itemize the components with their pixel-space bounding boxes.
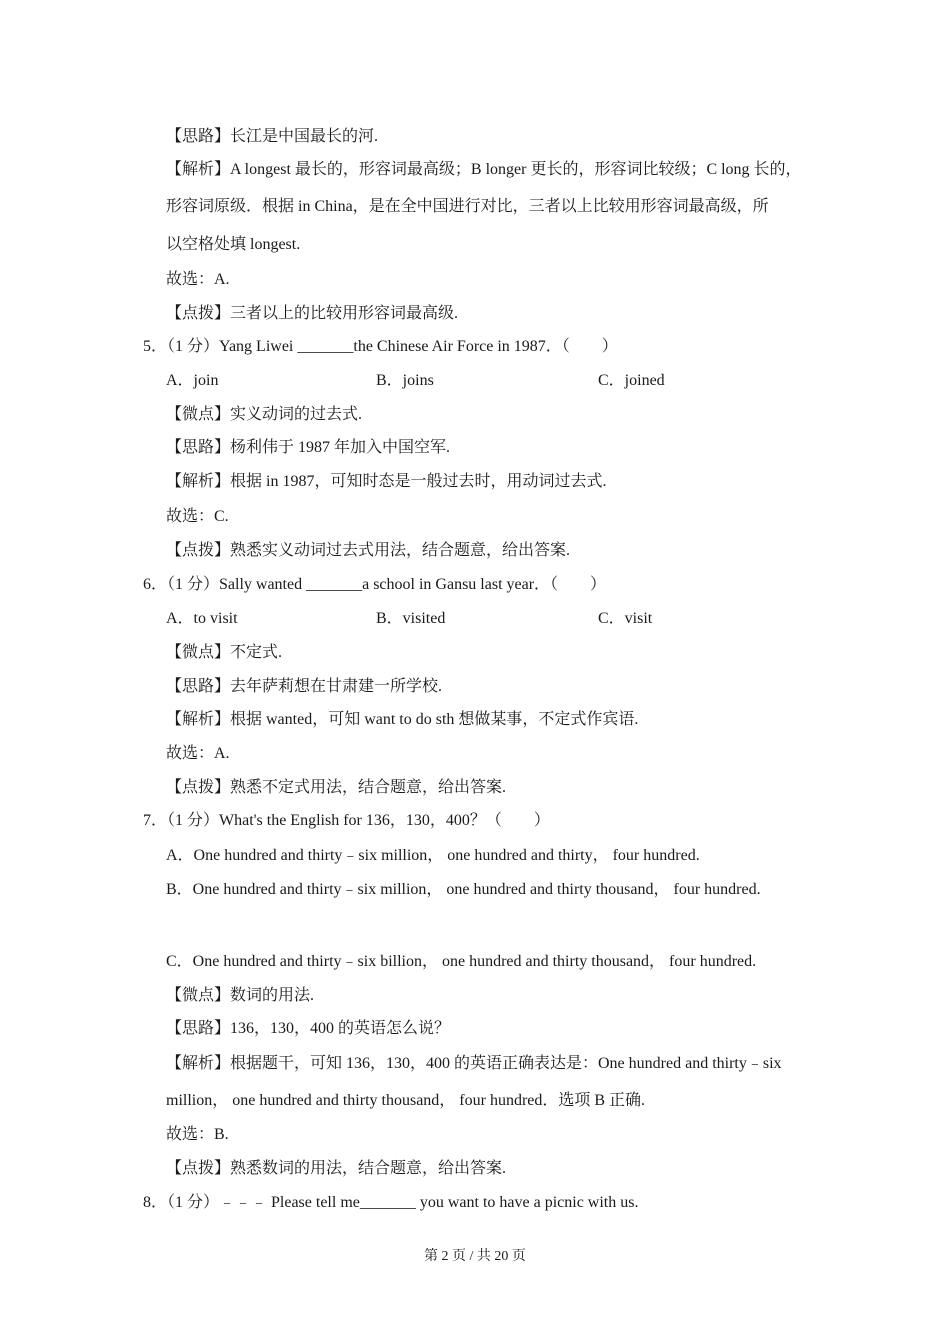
q6-silu: 【思路】去年萨莉想在甘肃建一所学校. [166,678,443,695]
q4-answer: 故选：A. [166,271,230,288]
q5-dianbo: 【点拨】熟悉实义动词过去式用法，结合题意，给出答案. [166,542,571,559]
q6-dianbo: 【点拨】熟悉不定式用法，结合题意，给出答案. [166,779,507,796]
q7-dianbo: 【点拨】熟悉数词的用法，结合题意，给出答案. [166,1160,507,1177]
q7-jiexi-line1: 【解析】根据题干，可知 136，130，400 的英语正确表达是：One hundred and thirty﹣six [166,1055,782,1072]
q5-answer: 故选：C. [166,508,229,525]
q5-weidian: 【微点】实义动词的过去式. [166,406,363,423]
q6-option-b: B．visited [376,610,446,627]
q6-option-a: A．to visit [166,610,238,627]
q5-option-a: A．join [166,372,219,389]
q4-jiexi-line1: 【解析】A longest 最长的，形容词最高级；B longer 更长的，形容词比较级；C long 长的， [166,161,802,178]
q4-jiexi-line2: 形容词原级．根据 in China，是在全中国进行对比，三者以上比较用形容词最高级，所 [166,198,769,215]
q4-jiexi-line3: 以空格处填 longest. [166,236,301,253]
q6-weidian: 【微点】不定式. [166,644,283,661]
q7-stem: 7．（1 分）What's the English for 136，130，400？（ ） [143,812,550,829]
q5-option-b: B．joins [376,372,434,389]
q6-stem: 6．（1 分）Sally wanted _______a school in Gansu last year．（ ） [143,576,607,593]
q7-silu: 【思路】136，130，400 的英语怎么说？ [166,1020,451,1037]
page-footer: 第 2 页 / 共 20 页 [424,1249,526,1264]
q5-silu: 【思路】杨利伟于 1987 年加入中国空军. [166,439,451,456]
q6-answer: 故选：A. [166,745,230,762]
q5-stem: 5．（1 分）Yang Liwei _______the Chinese Air Force in 1987．（ ） [143,338,618,355]
q7-option-b: B．One hundred and thirty﹣six million， one hundred and thirty thousand， four hundred. [166,881,761,898]
q7-answer: 故选：B. [166,1126,229,1143]
q4-silu: 【思路】长江是中国最长的河. [166,128,379,145]
q6-jiexi: 【解析】根据 wanted，可知 want to do sth 想做某事，不定式作宾语. [166,711,639,728]
q6-option-c: C．visit [598,610,653,627]
q7-option-c: C．One hundred and thirty﹣six billion， one hundred and thirty thousand， four hundred. [166,953,757,970]
q7-option-a: A．One hundred and thirty﹣six million， one hundred and thirty， four hundred. [166,847,700,864]
q5-jiexi: 【解析】根据 in 1987，可知时态是一般过去时，用动词过去式. [166,473,607,490]
q7-weidian: 【微点】数词的用法. [166,987,315,1004]
q4-dianbo: 【点拨】三者以上的比较用形容词最高级. [166,305,459,322]
q5-option-c: C．joined [598,372,665,389]
q8-stem: 8．（1 分）﹣﹣﹣ Please tell me_______ you want to have a picnic with us. [143,1194,639,1211]
q7-jiexi-line2: million， one hundred and thirty thousand， four hundred．选项 B 正确. [166,1092,646,1109]
